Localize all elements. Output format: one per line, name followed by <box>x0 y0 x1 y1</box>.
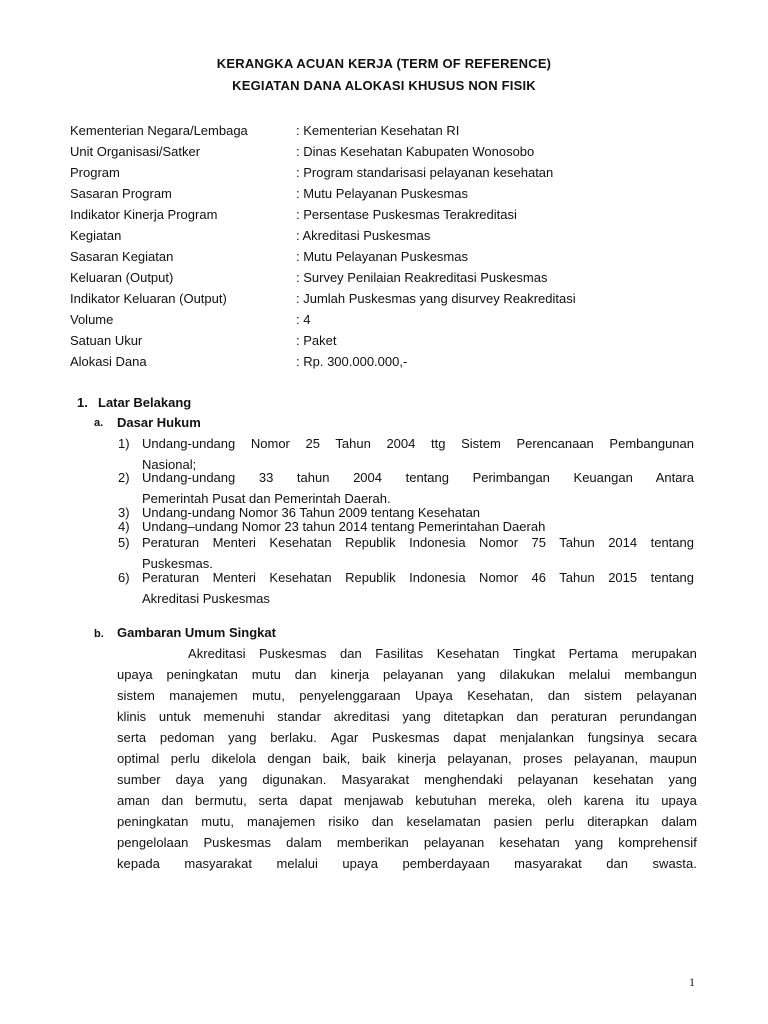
info-row <box>70 330 710 351</box>
paragraph-word: untuk <box>158 709 191 724</box>
paragraph-word: peningkatan <box>166 667 238 682</box>
paragraph-word: dengan <box>267 751 312 766</box>
paragraph-word: aman <box>117 793 150 808</box>
paragraph-word: akreditasi <box>333 709 390 724</box>
info-value: : Akreditasi Puskesmas <box>296 228 431 243</box>
paragraph-word: yang <box>402 709 431 724</box>
paragraph-word: Puskesmas <box>258 646 327 661</box>
law-number: 6) <box>118 570 130 585</box>
info-value: : Dinas Kesehatan Kabupaten Wonosobo <box>296 144 535 159</box>
info-label: Kegiatan <box>70 228 122 243</box>
law-line: Undang-undang 33 tahun 2004 tentang Perimbangan Keuangan Antara <box>142 470 694 485</box>
paragraph-word: pasien <box>493 814 533 829</box>
info-value: : Mutu Pelayanan Puskesmas <box>296 249 468 264</box>
paragraph-word: swasta. <box>652 856 697 871</box>
paragraph-word: dalam <box>661 814 697 829</box>
info-value: : Survey Penilaian Reakreditasi Puskesmas <box>296 270 548 285</box>
paragraph-word: daya <box>175 772 205 787</box>
paragraph-word: mereka, <box>488 793 536 808</box>
info-row <box>70 225 710 246</box>
info-label: Satuan Ukur <box>70 333 143 348</box>
law-text <box>142 467 694 509</box>
info-value: : Kementerian Kesehatan RI <box>296 123 460 138</box>
paragraph-line <box>117 832 697 853</box>
info-row <box>70 204 710 225</box>
paragraph-word: menjawab <box>343 793 404 808</box>
paragraph-word: dapat <box>299 793 333 808</box>
paragraph-word: melalui <box>276 856 318 871</box>
paragraph-word: upaya <box>117 667 153 682</box>
paragraph-word: pemberdayaan <box>402 856 490 871</box>
paragraph-word: kesehatan <box>593 772 654 787</box>
paragraph-word: dan <box>606 856 629 871</box>
paragraph-word: dan <box>339 646 362 661</box>
paragraph-word: perundangan <box>619 709 697 724</box>
paragraph-word: pengelolaan <box>117 835 189 850</box>
info-value: : Jumlah Puskesmas yang disurvey Reakreditasi <box>296 291 576 306</box>
paragraph-word: berlaku. <box>270 730 317 745</box>
paragraph-word: Puskesmas <box>371 730 440 745</box>
law-line: Undang-undang Nomor 36 Tahun 2009 tentang Kesehatan <box>142 505 481 520</box>
paragraph-word: perlu <box>170 751 200 766</box>
info-label: Indikator Keluaran (Output) <box>70 291 227 306</box>
law-number: 2) <box>118 470 130 485</box>
law-line: Puskesmas. <box>142 556 213 571</box>
document-subtitle: KEGIATAN DANA ALOKASI KHUSUS NON FISIK <box>232 78 536 93</box>
paragraph-word: pelayanan, <box>447 751 512 766</box>
paragraph-word: serta <box>258 793 288 808</box>
subsection-heading-dasar-hukum: Dasar Hukum <box>117 415 201 430</box>
paragraph-word: masyarakat <box>514 856 582 871</box>
paragraph-word: penyelenggaraan <box>299 688 401 703</box>
paragraph-word: mutu <box>251 667 281 682</box>
paragraph-word: serta <box>117 730 147 745</box>
info-value: : 4 <box>296 312 311 327</box>
subsection-heading-gambaran-umum: Gambaran Umum Singkat <box>117 625 276 640</box>
subsection-letter: b. <box>94 628 104 640</box>
paragraph-word: yang <box>228 730 257 745</box>
law-line: Pemerintah Pusat dan Pemerintah Daerah. <box>142 491 391 506</box>
paragraph-word: dikelola <box>211 751 256 766</box>
paragraph-word: yang <box>218 772 248 787</box>
paragraph-word: sumber <box>117 772 161 787</box>
paragraph-word: dilakukan <box>499 667 555 682</box>
law-line: Undang–undang Nomor 23 tahun 2014 tentang Pemerintahan Daerah <box>142 519 546 534</box>
paragraph-word: dan <box>547 688 570 703</box>
paragraph-word: maupun <box>649 751 697 766</box>
paragraph-word: ditetapkan <box>443 709 504 724</box>
paragraph-line <box>117 811 697 832</box>
paragraph-word: dapat <box>453 730 487 745</box>
info-label: Sasaran Program <box>70 186 172 201</box>
paragraph-word: masyarakat <box>184 856 253 871</box>
paragraph-word: manajemen <box>246 814 316 829</box>
paragraph-word: upaya <box>342 856 379 871</box>
paragraph-word: merupakan <box>631 646 697 661</box>
info-row <box>70 309 710 330</box>
paragraph-word: pedoman <box>159 730 215 745</box>
paragraph-word: mutu, <box>201 814 235 829</box>
info-label: Kementerian Negara/Lembaga <box>70 123 248 138</box>
paragraph-word: melalui <box>568 667 611 682</box>
paragraph-word: peningkatan <box>117 814 189 829</box>
paragraph-word: yang <box>668 772 697 787</box>
paragraph-word: dalam <box>286 835 322 850</box>
section-heading-latar-belakang: Latar Belakang <box>98 395 192 410</box>
paragraph-word: peraturan <box>550 709 608 724</box>
document-title: KERANGKA ACUAN KERJA (TERM OF REFERENCE) <box>216 56 552 71</box>
info-row <box>70 183 710 204</box>
law-number: 1) <box>118 436 130 451</box>
paragraph-word: pelayanan <box>636 688 697 703</box>
paragraph-word: Kesehatan, <box>467 688 534 703</box>
paragraph-word: Akreditasi <box>188 646 246 661</box>
paragraph-word: yang <box>457 667 486 682</box>
info-value: : Program standarisasi pelayanan kesehatan <box>296 165 554 180</box>
paragraph-word: menghendaki <box>424 772 503 787</box>
paragraph-word: yang <box>574 835 604 850</box>
info-label: Indikator Kinerja Program <box>70 207 218 222</box>
info-row <box>70 246 710 267</box>
paragraph-word: klinis <box>117 709 147 724</box>
info-label: Keluaran (Output) <box>70 270 174 285</box>
paragraph-word: kinerja <box>397 751 437 766</box>
paragraph-word: memberikan <box>336 835 409 850</box>
paragraph-word: fungsinya <box>587 730 644 745</box>
law-number: 5) <box>118 535 130 550</box>
paragraph-word: Tingkat <box>512 646 556 661</box>
paragraph-word: menjalankan <box>499 730 575 745</box>
paragraph-word: memenuhi <box>203 709 265 724</box>
paragraph-word: oleh <box>547 793 573 808</box>
paragraph-word: manajemen <box>169 688 238 703</box>
paragraph-word: komprehensif <box>618 835 697 850</box>
paragraph-word: keselamatan <box>406 814 481 829</box>
paragraph-line <box>117 664 697 685</box>
info-label: Program <box>70 165 120 180</box>
info-value: : Paket <box>296 333 337 348</box>
info-row <box>70 288 710 309</box>
section-number: 1. <box>77 395 88 410</box>
info-value: : Mutu Pelayanan Puskesmas <box>296 186 468 201</box>
paragraph-word: Upaya <box>414 688 453 703</box>
law-text <box>142 567 694 609</box>
law-line: Nasional; <box>142 457 197 472</box>
info-value: : Rp. 300.000.000,- <box>296 354 408 369</box>
info-value: : Persentase Puskesmas Terakreditasi <box>296 207 517 222</box>
info-row <box>70 162 710 183</box>
law-line: Akreditasi Puskesmas <box>142 591 270 606</box>
paragraph-word: diterapkan <box>587 814 649 829</box>
paragraph-line <box>117 853 697 874</box>
paragraph-word: secara <box>657 730 697 745</box>
page-number: 1 <box>689 975 695 989</box>
paragraph-word: pelayanan <box>382 667 444 682</box>
paragraph-word: sistem <box>584 688 623 703</box>
law-number: 3) <box>118 505 130 520</box>
paragraph-word: dan <box>294 667 317 682</box>
paragraph-word: pelayanan, <box>574 751 639 766</box>
paragraph-word: sistem <box>117 688 155 703</box>
paragraph-word: Kesehatan <box>436 646 500 661</box>
paragraph-word: kesehatan <box>499 835 560 850</box>
info-row <box>70 351 710 372</box>
paragraph-line <box>117 706 697 727</box>
info-table <box>70 120 710 372</box>
body-paragraph <box>117 643 697 874</box>
paragraph-word: optimal <box>117 751 160 766</box>
paragraph-word: digunakan. <box>262 772 327 787</box>
paragraph-word: Pertama <box>568 646 619 661</box>
paragraph-word: mutu, <box>252 688 285 703</box>
paragraph-word: itu <box>635 793 650 808</box>
info-label: Alokasi Dana <box>70 354 147 369</box>
paragraph-word: kebutuhan <box>415 793 477 808</box>
law-line: Peraturan Menteri Kesehatan Republik Indonesia Nomor 46 Tahun 2015 tentang <box>142 570 694 585</box>
paragraph-word: dan <box>161 793 184 808</box>
paragraph-word: standar <box>277 709 321 724</box>
paragraph-word: Puskesmas <box>203 835 272 850</box>
paragraph-word: kepada <box>117 856 160 871</box>
paragraph-line <box>117 769 697 790</box>
paragraph-word: pelayanan <box>423 835 485 850</box>
paragraph-line <box>117 685 697 706</box>
subsection-letter: a. <box>94 417 104 429</box>
info-row <box>70 141 710 162</box>
paragraph-word: Agar <box>330 730 359 745</box>
law-line: Undang-undang Nomor 25 Tahun 2004 ttg Sistem Perencanaan Pembangunan <box>142 436 694 451</box>
paragraph-line <box>117 727 697 748</box>
info-label: Sasaran Kegiatan <box>70 249 174 264</box>
paragraph-word: Fasilitas <box>375 646 424 661</box>
paragraph-word: dan <box>516 709 539 724</box>
paragraph-line <box>117 748 697 769</box>
paragraph-word: perlu <box>545 814 575 829</box>
paragraph-word: risiko <box>328 814 359 829</box>
paragraph-word: Masyarakat <box>341 772 410 787</box>
paragraph-word: proses <box>523 751 563 766</box>
paragraph-word: upaya <box>661 793 697 808</box>
paragraph-line <box>117 790 697 811</box>
paragraph-word: kinerja <box>330 667 370 682</box>
info-row <box>70 267 710 288</box>
info-row <box>70 120 710 141</box>
paragraph-word: membangun <box>624 667 697 682</box>
paragraph-word: dan <box>371 814 394 829</box>
paragraph-word: bermutu, <box>195 793 247 808</box>
law-number: 4) <box>118 519 130 534</box>
info-label: Volume <box>70 312 114 327</box>
paragraph-line <box>117 643 697 664</box>
paragraph-word: baik, <box>322 751 351 766</box>
law-line: Peraturan Menteri Kesehatan Republik Indonesia Nomor 75 Tahun 2014 tentang <box>142 535 694 550</box>
paragraph-word: baik <box>361 751 386 766</box>
paragraph-word: karena <box>583 793 624 808</box>
paragraph-word: pelayanan <box>517 772 579 787</box>
info-label: Unit Organisasi/Satker <box>70 144 201 159</box>
